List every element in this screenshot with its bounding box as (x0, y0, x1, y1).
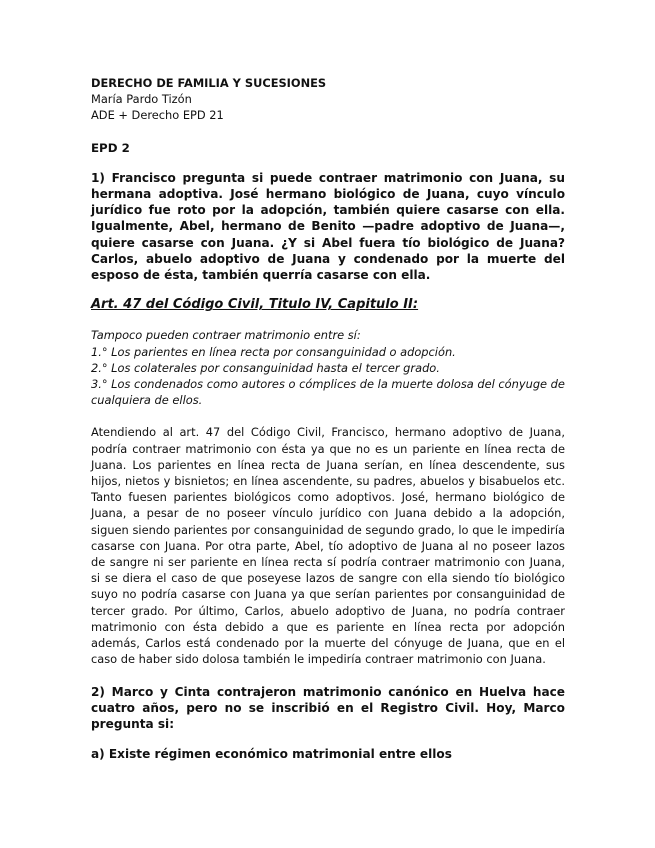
subquestion-a: a) Existe régimen económico matrimonial entre ellos (91, 747, 452, 762)
law-intro: Tampoco pueden contraer matrimonio entre sí: (91, 328, 361, 343)
law-item-3: 3.° Los condenados como autores o cómplices de la muerte dolosa del cónyuge de cualquiera de ellos. (91, 377, 565, 408)
author-name: María Pardo Tizón (91, 92, 192, 107)
course-title: DERECHO DE FAMILIA Y SUCESIONES (91, 76, 327, 90)
law-item-2: 2.° Los colaterales por consanguinidad hasta el tercer grado. (91, 360, 440, 375)
document-header (91, 75, 565, 124)
epd-title: EPD 2 (91, 140, 130, 155)
law-text (91, 327, 565, 408)
program-name: ADE + Derecho EPD 21 (91, 108, 224, 123)
law-item-1: 1.° Los parientes en línea recta por consanguinidad o adopción. (91, 344, 456, 359)
article-title: Art. 47 del Código Civil, Titulo IV, Capitulo II: (91, 297, 419, 313)
question-1: 1) Francisco pregunta si puede contraer matrimonio con Juana, su hermana adoptiva. José hermano biológico de Juana, cuyo vínculo jurídico fue roto por la adopción, también quiere casarse con ella. Igualmente, Abel, hermano de Benito —padre adoptivo de Juana—, quiere casarse con Juana. ¿Y si Abel fuera tío biológico de Juana? Carlos, abuelo adoptivo de Juana y condenado por la muerte del esposo de ésta, también querría casarse con ella. (91, 170, 565, 283)
question-2: 2) Marco y Cinta contrajeron matrimonio canónico en Huelva hace cuatro años, pero no se inscribió en el Registro Civil. Hoy, Marco pregunta si: (91, 684, 565, 731)
answer-1: Atendiendo al art. 47 del Código Civil, Francisco, hermano adoptivo de Juana, podría contraer matrimonio con ésta ya que no es un pariente en línea recta de Juana. Los parientes en línea recta de Juana serían, en línea descendente, sus hijos, nietos y bisnietos; en línea ascendente, su padres, abuelos y bisabuelos etc. Tanto fuesen parientes biológicos como adoptivos. José, hermano biológico de Juana, a pesar de no poseer vínculo jurídico con Juana debido a la adopción, siguen siendo parientes por consanguinidad de segundo grado, lo que le impediría casarse con Juana. Por otra parte, Abel, tío adoptivo de Juana al no poseer lazos de sangre ni ser pariente en línea recta sí podría contraer matrimonio con Juana, si se diera el caso de que poseyese lazos de sangre con ella siendo tío biológico suyo no podría casarse con Juana ya que serían parientes por consanguinidad de tercer grado. Por último, Carlos, abuelo adoptivo de Juana, no podría contraer matrimonio con ésta debido a que es pariente en línea recta por adopción además, Carlos está condenado por la muerte del cónyuge de Juana, que en el caso de haber sido dolosa también le impediría contraer matrimonio con Juana. (91, 425, 565, 667)
